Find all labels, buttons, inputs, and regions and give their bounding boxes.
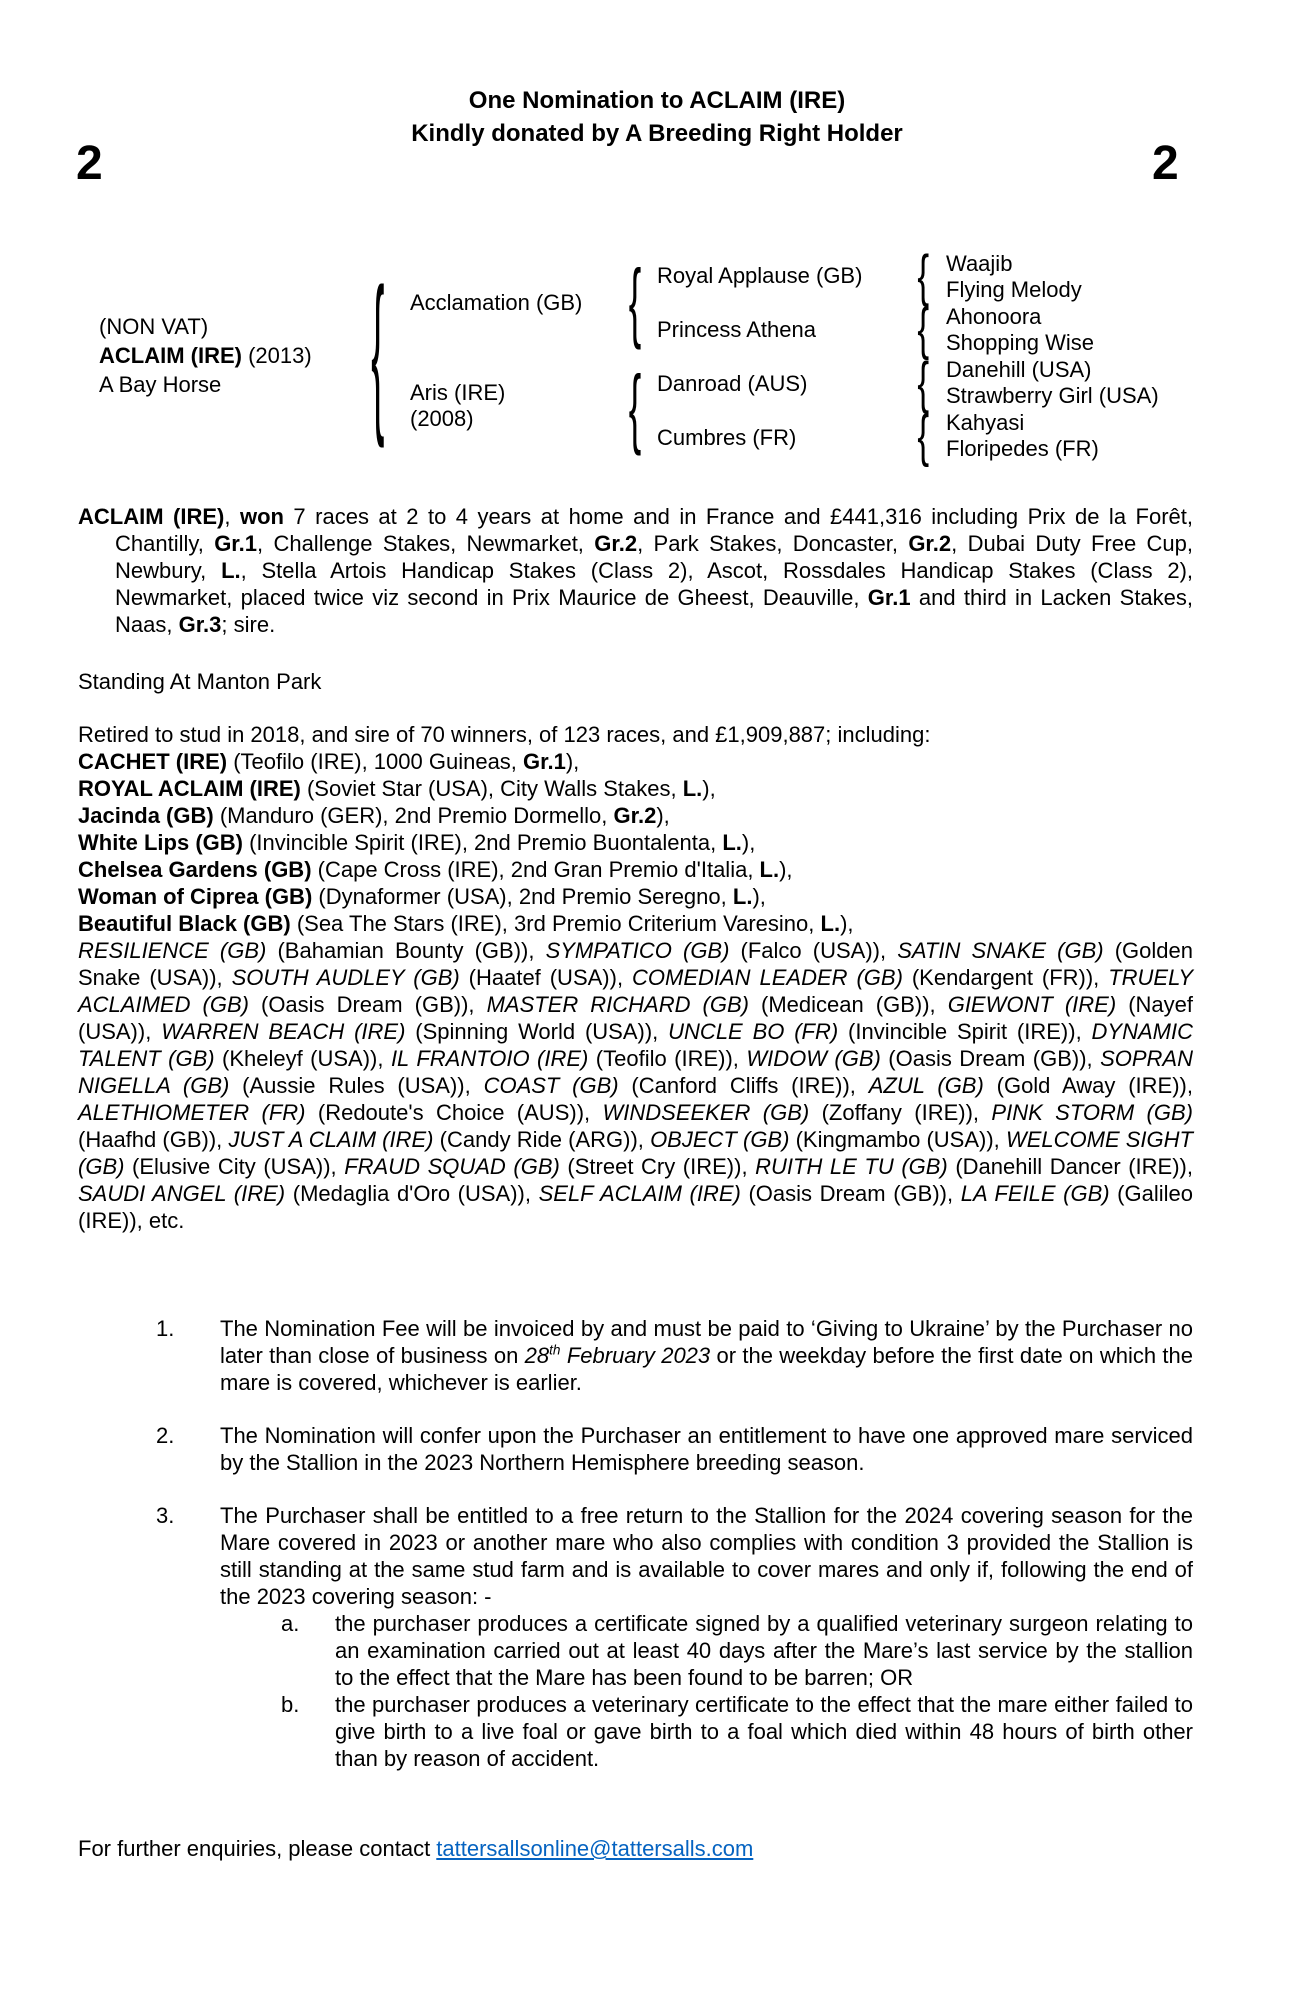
subject-name: ACLAIM (IRE) — [99, 343, 242, 368]
page-title-line1: One Nomination to ACLAIM (IRE) — [468, 87, 846, 114]
black-type-winner-line: Chelsea Gardens (GB) (Cape Cross (IRE), 2nd Gran Premio d'Italia, L.), — [78, 857, 793, 882]
stud-record-intro: Retired to stud in 2018, and sire of 70 winners, of 123 races, and £1,909,887; including: — [78, 722, 931, 747]
pedigree-gen4-entry: Danehill (USA) — [946, 357, 1092, 382]
footer-contact-text: For further enquiries, please contact — [78, 1836, 437, 1861]
pedigree-gen4-entry: Kahyasi — [946, 410, 1025, 435]
pedigree-gen4-entry: Ahonoora — [946, 304, 1042, 329]
main-text-column — [78, 503, 1193, 1234]
page-title-line2: Kindly donated by A Breeding Right Holder — [411, 120, 903, 147]
black-type-winner-line: Woman of Ciprea (GB) (Dynaformer (USA), 2nd Premio Seregno, L.), — [78, 884, 766, 909]
pedigree-brace-sire — [629, 259, 649, 347]
subject-year: (2013) — [241, 343, 312, 368]
standing-at-line: Standing At Manton Park — [78, 669, 322, 694]
condition-item-3 — [78, 1502, 1193, 1772]
condition-number: 1. — [156, 1316, 175, 1341]
pedigree-brace-gen1 — [371, 267, 393, 443]
black-type-winner-line: Beautiful Black (GB) (Sea The Stars (IRE), 3rd Premio Criterium Varesino, L.), — [78, 911, 854, 936]
contact-email-link[interactable]: tattersallsonline@tattersalls.com — [436, 1836, 754, 1861]
pedigree-gen4-entry: Shopping Wise — [946, 330, 1094, 355]
vat-status: (NON VAT) — [99, 314, 209, 339]
subitem-text: the purchaser produces a certificate signed by a qualified veterinary surgeon relating to an examination carried out at least 40 days after the Mare’s last service by the stallion to the effect that the Mare has been found to be barren; OR — [335, 1611, 1193, 1690]
condition-text: The Nomination Fee will be invoiced by and must be paid to ‘Giving to Ukraine’ by the Purchaser no later than close of business on 28th February 2023 or the weekday before the first date on which the mare is covered, whichever is earlier. — [220, 1316, 1194, 1395]
condition-item-2 — [78, 1422, 1193, 1476]
pedigree-dam-name: Aris (IRE) — [410, 380, 506, 405]
subject-name-line — [99, 341, 312, 370]
nomination-conditions — [78, 1315, 1193, 1772]
black-type-winner-line: ROYAL ACLAIM (IRE) (Soviet Star (USA), City Walls Stakes, L.), — [78, 776, 716, 801]
black-type-winner-line: White Lips (GB) (Invincible Spirit (IRE), 2nd Premio Buontalenta, L.), — [78, 830, 756, 855]
race-record-paragraph: ACLAIM (IRE), won 7 races at 2 to 4 years at home and in France and £441,316 including Prix de la Forêt, Chantilly, Gr.1, Challenge Stakes, Newmarket, Gr.2, Park Stakes, Doncaster, Gr.2, Dubai Duty Free Cup, Newbury, L., Stella Artois Handicap Stakes (Class 2), Ascot, Rossdales Handicap Stakes (Class 2), Newmarket, placed twice viz second in Prix Maurice de Gheest, Deauville, Gr.1 and third in Lacken Stakes, Naas, Gr.3; sire. — [78, 504, 1194, 637]
condition-3-body: The Purchaser shall be entitled to a free return to the Stallion for the 2024 covering season for the Mare covered in 2023 or another mare who also complies with condition 3 provided the Stallion is still standing at the same stud farm and is available to cover mares and only if, following the end of the 2023 covering season: - — [220, 1503, 1193, 1609]
condition-subitem-b — [220, 1691, 1193, 1772]
subject-description: A Bay Horse — [99, 372, 222, 397]
condition-subitem-a — [220, 1610, 1193, 1691]
pedigree-brace-gen4 — [917, 408, 936, 465]
condition-text: The Nomination will confer upon the Purchaser an entitlement to have one approved mare serviced by the Stallion in the 2023 Northern Hemisphere breeding season. — [220, 1423, 1193, 1475]
subitem-label: b. — [281, 1692, 300, 1717]
pedigree-gen3-entry: Cumbres (FR) — [657, 425, 797, 450]
pedigree-sire: Acclamation (GB) — [410, 290, 583, 315]
pedigree-gen4-entry: Flying Melody — [946, 277, 1082, 302]
black-type-winner-line: Jacinda (GB) (Manduro (GER), 2nd Premio Dormello, Gr.2), — [78, 803, 670, 828]
subitem-text: the purchaser produces a veterinary certificate to the effect that the mare either failed to give birth to a live foal or gave birth to a foal which died within 48 hours of birth other than by reason of accident. — [335, 1692, 1193, 1771]
condition-number: 2. — [156, 1423, 175, 1448]
pedigree-gen3-entry: Royal Applause (GB) — [657, 263, 863, 288]
condition-item-1 — [78, 1315, 1193, 1396]
page-number-left: 2 — [76, 137, 103, 190]
footer-contact-line — [78, 1835, 753, 1862]
pedigree-gen3-entry: Danroad (AUS) — [657, 371, 808, 396]
pedigree-brace-dam — [629, 365, 649, 453]
pedigree-gen3-entry: Princess Athena — [657, 317, 816, 342]
pedigree-dam-year: (2008) — [410, 406, 474, 431]
pedigree-dam — [410, 380, 505, 432]
page-number-right: 2 — [1152, 137, 1179, 190]
condition-number: 3. — [156, 1503, 175, 1528]
pedigree-gen4-entry: Waajib — [946, 251, 1013, 276]
black-type-winner-line: CACHET (IRE) (Teofilo (IRE), 1000 Guineas, Gr.1), — [78, 749, 580, 774]
condition-text — [220, 1502, 1193, 1772]
pedigree-subject — [99, 312, 312, 399]
pedigree-tree — [0, 0, 1314, 480]
pedigree-brace-gen4 — [917, 301, 936, 358]
pedigree-gen4-entry: Strawberry Girl (USA) — [946, 383, 1159, 408]
pedigree-gen4-entry: Floripedes (FR) — [946, 436, 1099, 461]
subitem-label: a. — [281, 1611, 300, 1636]
other-winners-paragraph: RESILIENCE (GB) (Bahamian Bounty (GB)), SYMPATICO (GB) (Falco (USA)), SATIN SNAKE (GB) (Golden Snake (USA)), SOUTH AUDLEY (GB) (Haatef (USA)), COMEDIAN LEADER (GB) (Kendargent (FR)), TRUELY ACLAIMED (GB) (Oasis Dream (GB)), MASTER RICHARD (GB) (Medicean (GB)), GIEWONT (IRE) (Nayef (USA)), WARREN BEACH (IRE) (Spinning World (USA)), UNCLE BO (FR) (Invincible Spirit (IRE)), DYNAMIC TALENT (GB) (Kheleyf (USA)), IL FRANTOIO (IRE) (Teofilo (IRE)), WIDOW (GB) (Oasis Dream (GB)), SOPRAN NIGELLA (GB) (Aussie Rules (USA)), COAST (GB) (Canford Cliffs (IRE)), AZUL (GB) (Gold Away (IRE)), ALETHIOMETER (FR) (Redoute's Choice (AUS)), WINDSEEKER (GB) (Zoffany (IRE)), PINK STORM (GB) (Haafhd (GB)), JUST A CLAIM (IRE) (Candy Ride (ARG)), OBJECT (GB) (Kingmambo (USA)), WELCOME SIGHT (GB) (Elusive City (USA)), FRAUD SQUAD (GB) (Street Cry (IRE)), RUITH LE TU (GB) (Danehill Dancer (IRE)), SAUDI ANGEL (IRE) (Medaglia d'Oro (USA)), SELF ACLAIM (IRE) (Oasis Dream (GB)), LA FEILE (GB) (Galileo (IRE)), etc. — [78, 938, 1194, 1233]
